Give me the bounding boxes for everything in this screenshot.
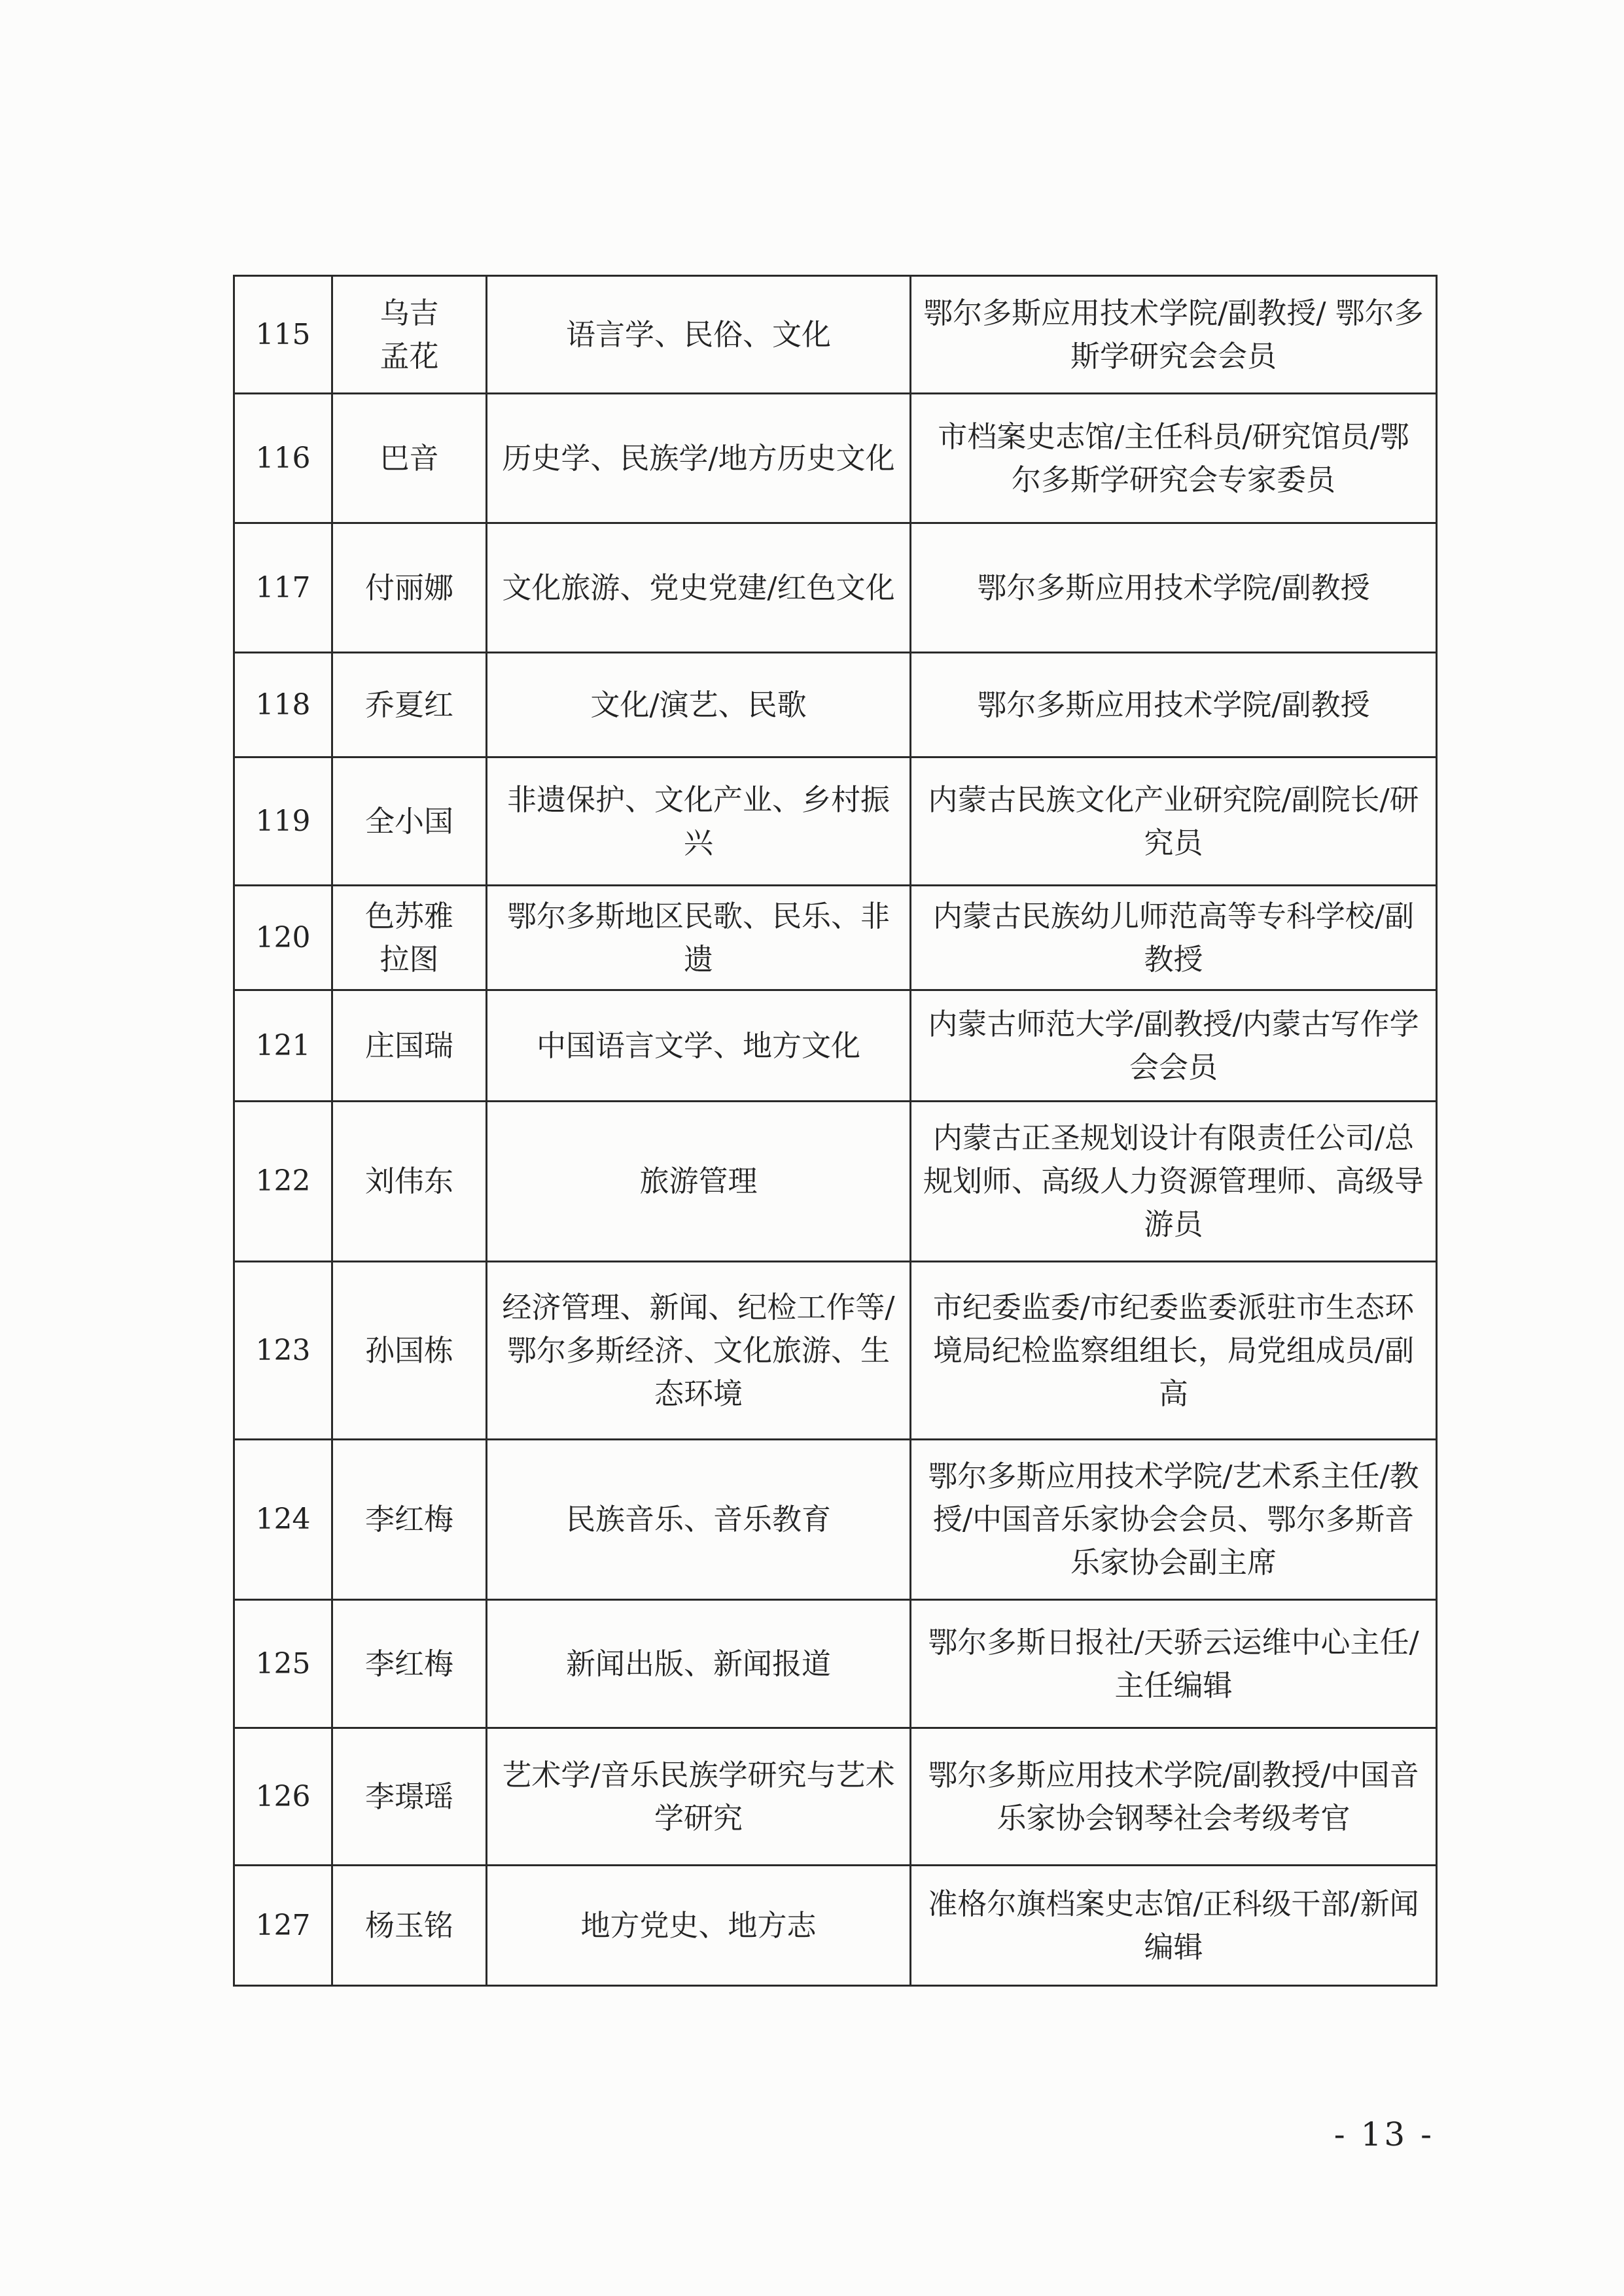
table-row — [234, 886, 1437, 990]
organization-title: 内蒙古师范大学/副教授/内蒙古写作学会会员 — [911, 990, 1437, 1102]
research-field: 经济管理、新闻、纪检工作等/鄂尔多斯经济、文化旅游、生态环境 — [487, 1262, 911, 1440]
organization-title: 内蒙古正圣规划设计有限责任公司/总规划师、高级人力资源管理师、高级导游员 — [911, 1102, 1437, 1262]
research-field: 鄂尔多斯地区民歌、民乐、非遗 — [487, 886, 911, 990]
research-field: 中国语言文学、地方文化 — [487, 990, 911, 1102]
row-number: 115 — [234, 276, 332, 394]
expert-name: 色苏雅 拉图 — [332, 886, 487, 990]
expert-name: 李红梅 — [332, 1440, 487, 1600]
row-number: 119 — [234, 757, 332, 886]
expert-table — [233, 275, 1438, 1987]
research-field: 语言学、民俗、文化 — [487, 276, 911, 394]
organization-title: 准格尔旗档案史志馆/正科级干部/新闻编辑 — [911, 1866, 1437, 1986]
row-number: 125 — [234, 1600, 332, 1728]
row-number: 126 — [234, 1728, 332, 1866]
row-number: 121 — [234, 990, 332, 1102]
expert-name: 付丽娜 — [332, 523, 487, 653]
organization-title: 内蒙古民族文化产业研究院/副院长/研究员 — [911, 757, 1437, 886]
row-number: 120 — [234, 886, 332, 990]
row-number: 124 — [234, 1440, 332, 1600]
expert-name: 乌吉 孟花 — [332, 276, 487, 394]
expert-name: 乔夏红 — [332, 653, 487, 757]
organization-title: 鄂尔多斯日报社/天骄云运维中心主任/主任编辑 — [911, 1600, 1437, 1728]
expert-name: 刘伟东 — [332, 1102, 487, 1262]
table-row — [234, 990, 1437, 1102]
row-number: 116 — [234, 394, 332, 523]
table-row — [234, 1600, 1437, 1728]
expert-name: 李璟瑶 — [332, 1728, 487, 1866]
research-field: 民族音乐、音乐教育 — [487, 1440, 911, 1600]
organization-title: 鄂尔多斯应用技术学院/副教授 — [911, 523, 1437, 653]
organization-title: 内蒙古民族幼儿师范高等专科学校/副教授 — [911, 886, 1437, 990]
row-number: 122 — [234, 1102, 332, 1262]
table-row — [234, 1866, 1437, 1986]
organization-title: 市档案史志馆/主任科员/研究馆员/鄂尔多斯学研究会专家委员 — [911, 394, 1437, 523]
expert-name: 杨玉铭 — [332, 1866, 487, 1986]
research-field: 新闻出版、新闻报道 — [487, 1600, 911, 1728]
research-field: 艺术学/音乐民族学研究与艺术学研究 — [487, 1728, 911, 1866]
table-row — [234, 1440, 1437, 1600]
organization-title: 鄂尔多斯应用技术学院/副教授/中国音乐家协会钢琴社会考级考官 — [911, 1728, 1437, 1866]
table-row — [234, 1728, 1437, 1866]
organization-title: 鄂尔多斯应用技术学院/副教授 — [911, 653, 1437, 757]
table-row — [234, 1102, 1437, 1262]
organization-title: 鄂尔多斯应用技术学院/艺术系主任/教授/中国音乐家协会会员、鄂尔多斯音乐家协会副主席 — [911, 1440, 1437, 1600]
row-number: 118 — [234, 653, 332, 757]
research-field: 非遗保护、文化产业、乡村振兴 — [487, 757, 911, 886]
table-row — [234, 653, 1437, 757]
research-field: 地方党史、地方志 — [487, 1866, 911, 1986]
page-number: - 13 - — [1333, 2115, 1434, 2153]
table-row — [234, 523, 1437, 653]
research-field: 文化/演艺、民歌 — [487, 653, 911, 757]
organization-title: 鄂尔多斯应用技术学院/副教授/ 鄂尔多斯学研究会会员 — [911, 276, 1437, 394]
row-number: 127 — [234, 1866, 332, 1986]
research-field: 文化旅游、党史党建/红色文化 — [487, 523, 911, 653]
expert-name: 全小国 — [332, 757, 487, 886]
research-field: 历史学、民族学/地方历史文化 — [487, 394, 911, 523]
table-row — [234, 757, 1437, 886]
expert-name: 庄国瑞 — [332, 990, 487, 1102]
organization-title: 市纪委监委/市纪委监委派驻市生态环境局纪检监察组组长，局党组成员/副高 — [911, 1262, 1437, 1440]
table-row — [234, 276, 1437, 394]
table-row — [234, 1262, 1437, 1440]
table-row — [234, 394, 1437, 523]
research-field: 旅游管理 — [487, 1102, 911, 1262]
row-number: 123 — [234, 1262, 332, 1440]
row-number: 117 — [234, 523, 332, 653]
expert-name: 孙国栋 — [332, 1262, 487, 1440]
expert-name: 巴音 — [332, 394, 487, 523]
expert-name: 李红梅 — [332, 1600, 487, 1728]
